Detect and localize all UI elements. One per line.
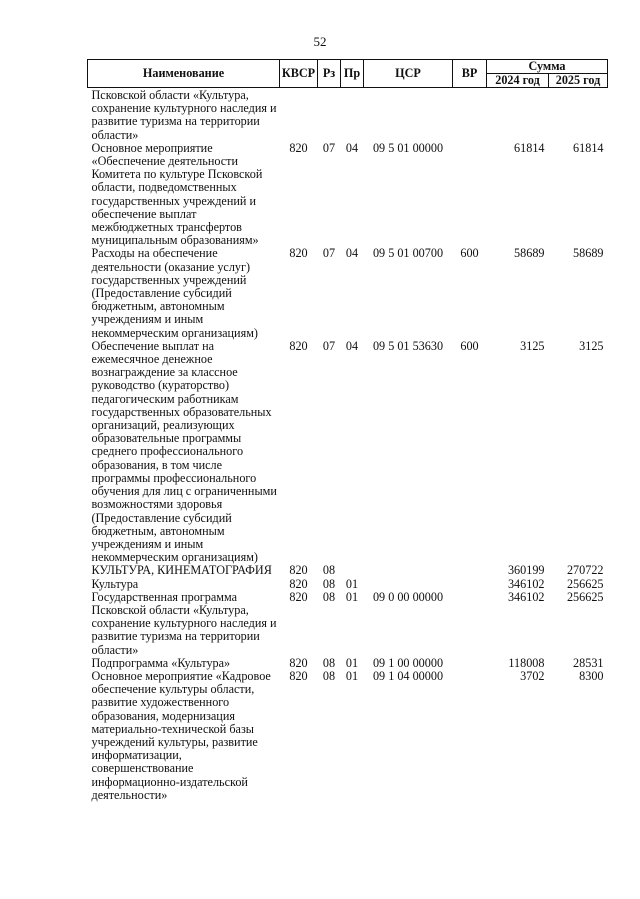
row-kvsr: 820 bbox=[289, 655, 308, 670]
table-row bbox=[88, 657, 608, 670]
row-sum-2025 bbox=[549, 88, 608, 142]
row-csr: 09 1 00 00000 bbox=[372, 655, 444, 670]
row-csr: 09 5 01 00000 bbox=[372, 140, 444, 155]
row-pr bbox=[341, 564, 364, 577]
page-number: 52 bbox=[313, 34, 327, 49]
row-sum-2024: 346102 bbox=[507, 576, 545, 591]
table-row bbox=[88, 564, 608, 577]
row-name: Основное мероприятие «Кадровое обеспечение культуры области, развитие художественного образования, модернизация материально-технической базы учреждений культуры, развитие информатизации, совершенствование информационно-издательской деятельности» bbox=[91, 668, 271, 802]
row-name: Псковской области «Культура, сохранение культурного наследия и развитие туризма на территории области» bbox=[91, 88, 277, 142]
row-csr bbox=[364, 564, 453, 577]
row-csr bbox=[364, 88, 453, 142]
row-rz: 08 bbox=[322, 563, 336, 578]
row-vr bbox=[453, 670, 487, 802]
header-csr: ЦСР bbox=[364, 60, 453, 88]
row-name: КУЛЬТУРА, КИНЕМАТОГРАФИЯ bbox=[91, 563, 272, 578]
row-name: Культура bbox=[91, 576, 139, 591]
row-name: Государственная программа Псковской области «Культура, сохранение культурного наследия и развитие туризма на территории области» bbox=[91, 589, 277, 657]
row-sum-2025: 256625 bbox=[566, 589, 604, 604]
row-kvsr: 820 bbox=[289, 668, 308, 683]
table-row bbox=[88, 591, 608, 657]
row-pr: 04 bbox=[345, 246, 359, 261]
row-pr: 01 bbox=[345, 668, 359, 683]
row-sum-2025: 270722 bbox=[566, 563, 604, 578]
header-year-2024: 2024 год bbox=[487, 74, 549, 88]
row-name: Обеспечение выплат на ежемесячное денежное вознаграждение за классное руководство (кураторство) педагогическим работникам государственных образовательных организаций, реализующих образовательные программы среднего профессионального образования, в том числе программы профессионального обучения для лиц с ограниченными возможностями здоровья (Предоставление субсидий бюджетным, автономным учреждениям и иным некоммерческим организациям) bbox=[91, 338, 277, 565]
row-csr: 09 5 01 00700 bbox=[372, 246, 444, 261]
header-name: Наименование bbox=[88, 60, 280, 88]
row-vr bbox=[453, 578, 487, 591]
row-sum-2024 bbox=[487, 88, 549, 142]
row-rz: 07 bbox=[322, 246, 336, 261]
row-kvsr bbox=[280, 88, 318, 142]
row-pr: 04 bbox=[345, 338, 359, 353]
table-row bbox=[88, 340, 608, 564]
row-rz: 07 bbox=[322, 338, 336, 353]
row-name: Подпрограмма «Культура» bbox=[91, 655, 231, 670]
row-sum-2025: 28531 bbox=[573, 655, 604, 670]
row-sum-2025: 8300 bbox=[579, 668, 604, 683]
table-row bbox=[88, 142, 608, 248]
header-vr: ВР bbox=[453, 60, 487, 88]
row-vr: 600 bbox=[460, 246, 479, 261]
table-row bbox=[88, 578, 608, 591]
row-vr bbox=[453, 88, 487, 142]
row-kvsr: 820 bbox=[289, 246, 308, 261]
header-sum: Сумма bbox=[487, 60, 608, 74]
row-sum-2024: 360199 bbox=[507, 563, 545, 578]
row-vr bbox=[453, 657, 487, 670]
row-pr: 01 bbox=[345, 576, 359, 591]
row-sum-2024: 118008 bbox=[508, 655, 545, 670]
row-sum-2025: 3125 bbox=[579, 338, 604, 353]
row-rz: 07 bbox=[322, 140, 336, 155]
row-kvsr: 820 bbox=[289, 140, 308, 155]
budget-table bbox=[87, 59, 608, 802]
row-kvsr: 820 bbox=[289, 576, 308, 591]
row-name: Основное мероприятие «Обеспечение деятельности Комитета по культуре Псковской области, подведомственных государственных учреждений и обеспечение выплат межбюджетных трансфертов муниципальным образованиям» bbox=[91, 140, 263, 248]
row-rz: 08 bbox=[322, 655, 336, 670]
row-pr: 01 bbox=[345, 589, 359, 604]
row-sum-2025: 58689 bbox=[573, 246, 604, 261]
row-sum-2024: 3125 bbox=[520, 338, 545, 353]
row-rz bbox=[318, 88, 341, 142]
row-sum-2024: 58689 bbox=[514, 246, 545, 261]
row-pr: 01 bbox=[345, 655, 359, 670]
row-sum-2024: 61814 bbox=[514, 140, 545, 155]
row-sum-2024: 346102 bbox=[507, 589, 545, 604]
row-sum-2025: 256625 bbox=[566, 576, 604, 591]
header-pr: Пр bbox=[341, 60, 364, 88]
row-pr: 04 bbox=[345, 140, 359, 155]
row-csr: 09 5 01 53630 bbox=[372, 338, 444, 353]
row-sum-2025: 61814 bbox=[573, 140, 604, 155]
row-kvsr: 820 bbox=[289, 338, 308, 353]
row-sum-2024: 3702 bbox=[520, 668, 545, 683]
header-rz: Рз bbox=[318, 60, 341, 88]
row-rz: 08 bbox=[322, 589, 336, 604]
row-csr bbox=[364, 578, 453, 591]
row-kvsr: 820 bbox=[289, 563, 308, 578]
row-name: Расходы на обеспечение деятельности (оказание услуг) государственных учреждений (Предоставление субсидий бюджетным, автономным учреждениям и иным некоммерческим организациям) bbox=[91, 246, 258, 340]
row-csr: 09 1 04 00000 bbox=[372, 668, 444, 683]
row-vr bbox=[453, 142, 487, 248]
row-rz: 08 bbox=[322, 668, 336, 683]
row-vr bbox=[453, 591, 487, 657]
row-csr: 09 0 00 00000 bbox=[372, 589, 444, 604]
table-row bbox=[88, 247, 608, 339]
row-vr bbox=[453, 564, 487, 577]
table-row bbox=[88, 88, 608, 142]
table-row bbox=[88, 670, 608, 802]
row-rz: 08 bbox=[322, 576, 336, 591]
row-vr: 600 bbox=[460, 338, 479, 353]
row-kvsr: 820 bbox=[289, 589, 308, 604]
header-year-2025: 2025 год bbox=[549, 74, 608, 88]
header-kvsr: КВСР bbox=[280, 60, 318, 88]
row-pr bbox=[341, 88, 364, 142]
